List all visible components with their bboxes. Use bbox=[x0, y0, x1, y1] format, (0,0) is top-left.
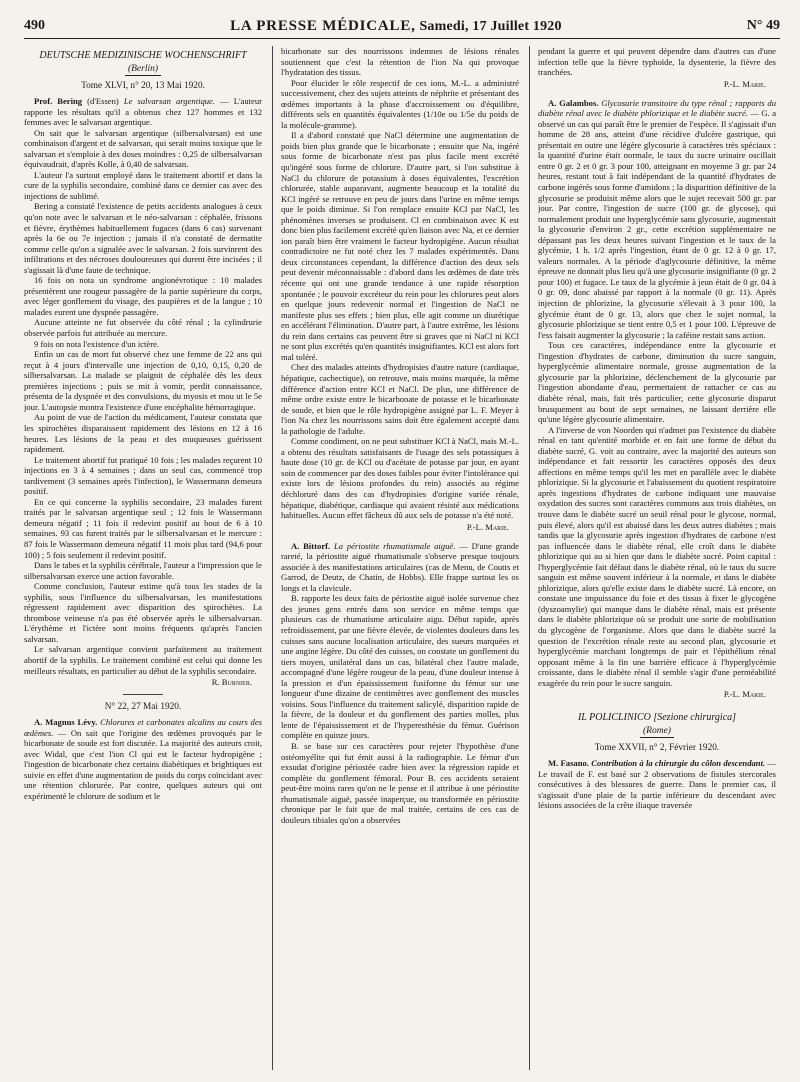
issue-line: Tome XLVI, n° 20, 13 Mai 1920. bbox=[81, 81, 205, 91]
journal-name: IL POLICLINICO bbox=[577, 712, 651, 724]
article-paragraph: Pour élucider le rôle respectif de ces ions, M.-L. a administré successivement, chez des sujets atteints de néphrite et présentant des œdèmes importants à la phase d'accroissement ou d'équilibre, différents sels en quantités équivalentes (1/10e ou 1/5e du poids de la molécule-gramme). bbox=[281, 77, 519, 130]
issue-line: Tome XXVII, n° 2, Février 1920. bbox=[594, 743, 720, 754]
article-signature: P.-L. Marie. bbox=[723, 78, 766, 89]
article-paragraph: Dans le tabes et la syphilis cérébrale, l'auteur a l'impression que le silbersalvarsan exerce une action favorable. bbox=[24, 560, 262, 581]
article-paragraph: Le traitement abortif fut pratiqué 10 fois ; les malades reçurent 10 injections en 3 à 4 semaines ; dans un seul cas, commencé trop tardivement (3 semaines après l'infection), le Wassermann demeura positif. bbox=[24, 454, 262, 497]
article-author: A. Bittorf. bbox=[291, 540, 331, 551]
article-paragraph: Au point de vue de l'action du médicament, l'auteur constata que les spirochètes disparaissent rapidement des lésions en 12 à 16 heures. Les lésions de la peau et des muqueuses guérissent rapidement. bbox=[24, 412, 262, 455]
article-paragraph bbox=[538, 98, 776, 341]
column-rule-1 bbox=[272, 46, 273, 1070]
journal-heading bbox=[538, 712, 776, 724]
journal-city: (Rome) bbox=[538, 725, 776, 738]
article-paragraph: 16 fois on nota un syndrome angionévrotique : 10 malades présentèrent une rougeur passagère de la partie supérieure du corps, avec léger gonflement du visage, des paupières et de la langue ; 10 malades eurent une dyspnée passagère. bbox=[24, 275, 262, 317]
article-signature: P.-L. Marie. bbox=[466, 521, 509, 532]
article-author: Prof. Bering bbox=[34, 96, 83, 106]
page-header bbox=[24, 14, 780, 39]
article-paragraph: A l'inverse de von Noorden qui n'admet pas l'existence du diabète rénal en tant qu'entité morbide et en fait une forme de début du diabète sucré, G. voit au contraire, avec la majorité des auteurs son indépendance et fait ressortir les caractères opposés des deux affections en même temps qu'il les met en parallèle avec le diabète phlorizique. Si la glycosurie et l'abaissement du quotient respiratoire après ingestions d'hydrates de carbone indiquant une mauvaise oxydation des sucres sont caractères communs aux trois diabètes, on trouve dans le diabète sucré un seuil rénal pour le glycose, normal, puis élevé, alors qu'il est abaissé dans les deux autres diabètes ; mais tandis que la glycosurie après ingestion d'hydrates de carbone n'est pas influencée dans le diabète rénal, elle croît dans le diabète phlorizique qui au si bien que dans le diabète sucré. Point capital : l'hyperglycémie fait défaut dans le diabète rénal, où le taux du sucre sanguin est même souvent inférieur à la normale, et dans le diabète phlorizique, alors qu'elle existe dans le diabète sucré. Là encore, on constate une impuissance du foie et des tissus à fixer le glycogène (dyszoamylie) qui manque dans le diabète rénal, mais est présente dans le diabète phlorizique où se produit une sorte de mobilisation du glycogène de l'organisme. Alors que dans le diabète sucré la question de l'excrétion rénale reste au second plan, glycosurie et hyperglycémie marchant longtemps de pair et l'épithélium rénal opposant même à la fin une barrière efficace à l'hyperglycémie croissante, dans le diabète rénal il semble s'agir d'une perméabilité exagérée du rein pour le sucre sanguin. bbox=[538, 424, 776, 688]
page-number: 490 bbox=[24, 18, 45, 33]
article-paragraph: En ce qui concerne la syphilis secondaire, 23 malades furent traités par le salvarsan argentique seul ; 12 fois le Wassermann demeura négatif ; 11 fois il redevint positif au bout de 6 à 10 semaines. 93 cas furent traités par le silbersalvarsan et le mercure : 87 fois le Wassermann demeura négatif 11 mois plus tard (94,6 pour 100) ; 5 fois seulement il redevint positif. bbox=[24, 496, 262, 560]
article-paragraph bbox=[24, 96, 262, 128]
article-paragraph: Il a d'abord constaté que NaCl détermine une augmentation de poids bien plus grande que le bicarbonate ; ensuite que Na, ingéré sous forme de bicarbonate n'est pas plus facile ment excrété qu'ingéré sous forme de chlorure. D'autre part, si l'on substitue à NaCl du chlorure de potassium à doses équivalentes, l'excrétion chlorurée, stable auparavant, augmente beaucoup et la totalité du KCl ingéré se retrouve en peu de jours dans l'urine en même temps que le poids diminue. Si l'on remplace ensuite KCl par NaCl, les phénomènes inverses se produisent. Cl en combinaison avec K est donc bien plus facilement excrété qu'en liaison avec Na, et ce dernier ion paraît bien être vraiment le facteur hydropigène. Aucun résultat contradictoire ne fut noté chez les 7 malades expérimentés. Dans deux circonstances cependant, la différence d'action des deux sels peut devenir méconnaissable : d'abord dans les œdèmes de date très récente qui ont une grande tendance à une rapide résorption spontanée ; le pouvoir excréteur du rein pour les chlorures peut alors en quelque jours redevenir normal et l'ingestion de NaCl ne manifeste plus ses effets ; bien plus, elle agit comme un diurétique en accélérant l'élimination. D'autre part, à l'autre extrême, les lésions du rein dans certains cas peuvent être si graves que ni NaCl ni KCl ne sont plus excrétés qu'en quantités insignifiantes. KCl est alors fort mal toléré. bbox=[281, 130, 519, 362]
article-paragraph: On sait que le salvarsan argentique (silbersalvarsan) est une combinaison d'argent et de salvarsan, qui serait moins toxique que le salvarsan et s'emploie à des doses moindres : 0,25 de silbersalvarsan équivaudrait, d'après Kolle, à 0,40 de salvarsan. bbox=[24, 127, 262, 170]
article-title: Le salvarsan argentique. bbox=[123, 96, 216, 106]
separator bbox=[123, 694, 163, 695]
article-paragraph: Aucune atteinte ne fut observée du côté rénal ; la cylindrurie observée parfois fut attribuée au mercure. bbox=[24, 317, 262, 339]
spacer bbox=[281, 533, 519, 541]
article-text: — D'une grande rareté, la périostite aiguë rhumatismale s'observe presque toujours associée à des manifestations articulaires (cas de Menu, de Coutts et Garrod, de Deutz, de Chatin, de Hobbs). Elle frappe surtout les os longs et la clavicule. bbox=[281, 540, 519, 593]
article-author: A. Galambos. bbox=[548, 97, 599, 108]
article-text: — G. a observé un cas qui paraît être le premier de l'espèce. Il s'agissait d'un homme de 28 ans, atteint d'une récidive d'ulcère gastrique, qui présentait en outre une légère glycosurie à caractères très spéciaux : la quantité d'urine était normale, le taux du sucre urinaire oscillait entre 0 gr. 2 et 0 gr. 3 pour 100, atteignant en moyenne 3 gr. par 24 heures, restant tout à fait indépendant de la quantité d'hydrates de carbone ingérés sous forme d'amidons ; la disparition définitive de la glycosurie se produisit même alors que le sujet recevait 500 gr. par jour. Par contre, l'ingestion de sucre (100 gr. de glycose), qui normalement produit une hyperglycémie sans glycosurie, augmentait la glycosurie d'environ 2 gr., cette excrétion supplémentaire ne dépassant pas les deux heures suivant l'ingestion et le taux de la glycémie, 1 h. 1/2 après l'ingestion, étant de 0 gr. 12 à 0 gr. 17, valeurs normales. A la période d'aglycosurie définitive, la même épreuve ne donnait plus lieu qu'à une glycosurie insignifiante (0 gr. 2 pour 100) et fugace. Le taux de la glycémie à jeun était de 0 gr. 04 à 0 gr. 09, donc abaissé par rapport à la normale (0 gr. 11). Après injection de phlorizine, la glycosurie s'élevait à 3 pour 100, la glycémie étant de 0 gr. 13, alors que chez le sujet normal, la glycosurie phlorizique se tient entre 0,5 et 1 pour 100. L'épreuve de l'ess faisait augmenter la glycosurie ; la caféine restait sans action. bbox=[538, 108, 776, 340]
spacer bbox=[538, 700, 776, 708]
journal-title: LA PRESSE MÉDICALE, bbox=[230, 17, 416, 34]
article-paragraph: pendant la guerre et qui peuvent dépendre dans d'autres cas d'une infection telle que la fièvre typhoïde, la dysenterie, la fièvre des tranchées. bbox=[538, 46, 776, 78]
column-3 bbox=[538, 46, 776, 1070]
article-title: Chlorures et carbonates alcalins au cours des œdèmes. bbox=[24, 717, 262, 738]
column-rule-2 bbox=[529, 46, 530, 1070]
journal-heading: DEUTSCHE MEDIZINISCHE WOCHENSCHRIFT bbox=[39, 50, 247, 61]
issue-line: N° 22, 27 Mai 1920. bbox=[104, 702, 182, 713]
article-paragraph: Bering a constaté l'existence de petits accidents analogues à ceux qu'on note avec le salvarsan et le néo-salvarsan : céphalée, frissons et fièvre, érythèmes habituellement fugaces (dans 6 cas) survenant après la 6e ou 7e injection ; jamais il n'a constaté de dermatite comme celle qu'on a signalée avec le salvarsan. 2 fois survinrent des infiltrations et des nécroses douloureuses qui durent être incisées ; il s'agissait là d'une faute de technique. bbox=[24, 201, 262, 275]
spacer bbox=[538, 90, 776, 98]
article-text: — On sait que l'origine des œdèmes provoqués par le bicarbonate de soude est fort discutée. La majorité des auteurs croit, avec Widal, que c'est l'ion Cl qui est le facteur hydropigène ; l'ingestion de bicarbonate chez certains diabétiques et brightiques est suivie en effet d'une augmentation de poids du corps coïncidant avec une rétention chlorurée. Par contre, quelques auteurs qui ont expérimenté le chlorure de sodium et le bbox=[24, 727, 262, 801]
article-paragraph: Chez des malades atteints d'hydropisies d'autre nature (cardiaque, hépatique, cachectique), on retrouve, mais moins marquée, la même différence d'action entre KCl et NaCl. De plus, une différence de même ordre existe entre le bicarbonate de potasse et le bicarbonate de soude, et bien que le rôle hydropigène assigné par L. F. Meyer à l'ion Na chez les nourrissons sains doit être également accepté dans la pathologie de l'adulte. bbox=[281, 362, 519, 436]
issue-date: Samedi, 17 Juillet 1920 bbox=[419, 18, 562, 34]
article-paragraph: Enfin un cas de mort fut observé chez une femme de 22 ans qui reçut à 4 jours d'intervalle une injection de 0,10, 0,15, 0,20 de silbersalvarsan. La malade se plaignit de céphalée dès les deux premières injections ; puis se mit à vomir, perdit connaissance, présenta de la dyspnée et des convulsions, du myosis et mou ut le 5e jour. L'autopsie montra l'existence d'une encéphalite hémorragique. bbox=[24, 349, 262, 412]
article-paragraph: B. se base sur ces caractères pour rejeter l'hypothèse d'une ostéomyélite qui fut émit aussi à la radiographie. Le fémur d'un exsudat d'origine périostée cadre bien avec la régression rapide et complète du gonflement fémoral. Pour B. ces accidents seraient peut-être moins rares qu'on ne le pense et il attribue à une périostite rhumatismale aiguë, passée inaperçue, ou transformée en périostite chronique par le fait que de mal traitée, certains de ces cas de douleurs tibiales qu'on a observées bbox=[281, 741, 519, 825]
column-2 bbox=[281, 46, 519, 1070]
article-text: — Le travail de F. est basé sur 2 observations de fistules stercorales consécutives à des blessures de guerre. Dans le premier cas, il s'agissait d'une plaie de la partie inférieure du descendant avec lésions associées de la crête iliaque traversée bbox=[538, 758, 776, 811]
column-1 bbox=[24, 46, 262, 1070]
article-paragraph: B. rapporte les deux faits de périostite aiguë isolée survenue chez des jeunes gens entrés dans son service en même temps que plusieurs cas de rhumatisme articulaire aigu. Début rapide, après refroidissement, par une fièvre élevée, de violentes douleurs dans les cuisses sans aucune localisation articulaire, des sueurs marquées et une angine légère. Du côté des cuisses, on constate un gonflement du tiers moyen, unilatéral dans un cas, bilatéral chez l'autre malade, accompagné d'une légère rougeur de la peau, d'une douleur intense à la pression et d'un épaississement fusiforme du fémur sur une longueur d'une dizaine de centimètres avec gonflement des muscles voisins. Sous l'influence du traitement salicylé, disparition rapide de la fièvre, de la douleur et du gonflement des parties molles, plus lente de l'épaississement et de l'hyperesthésie du fémur. Guérison complète en quinze jours. bbox=[281, 593, 519, 741]
article-paragraph: Comme conclusion, l'auteur estime qu'à tous les stades de la syphilis, sous l'influence du silbersalvarsan, les manifestations régressent rapidement avec disparition des spirochètes. La thrombose veineuse n'a pas été observée après le silbersalvarsan. L'érythème et l'ictère sont moins fréquents qu'après l'ancien salvarsan. bbox=[24, 581, 262, 644]
article-paragraph: 9 fois on nota l'existence d'un ictère. bbox=[34, 338, 160, 349]
article-paragraph: Le salvarsan argentique convient parfaitement au traitement abortif de la syphilis. Le traitement combiné est celui qui donne les meilleurs résultats, en particulier au début de la syphilis secondaire. bbox=[24, 644, 262, 676]
issue-number: N° 49 bbox=[746, 18, 780, 33]
article-paragraph: bicarbonate sur des nourrissons indemnes de lésions rénales soutiennent que c'est la rétention de l'ion Na qui provoque l'hydratation des tissus. bbox=[281, 46, 519, 78]
article-paragraph: L'auteur l'a surtout employé dans le traitement abortif et dans la cure de la syphilis secondaire, combiné dans ce dernier cas avec des injections de sublimé. bbox=[24, 169, 262, 201]
article-paragraph: Comme condiment, on ne peut substituer KCl à NaCl, mais M.-L. a obtenu des résultats satisfaisants de l'usage des sels potassiques à haute dose (10 gr. de KCl ou d'acétate de potasse par jour, en ayant soin de commencer par des doses faibles pour éviter l'intolérance qui existe lors de lésions profondes du rein) associés au régime déchloruré dans des cas d'hydropisies d'origine variée rénale, hépatique, diabétique, cardiaque qui avaient résisté aux médications habituelles. Aucun effet fâcheux dû aux sels de potasse n'a été noté. bbox=[281, 436, 519, 521]
article-author: A. Magnus Lévy. bbox=[34, 717, 98, 728]
article-signature: P.-L. Marie. bbox=[723, 689, 766, 700]
running-title bbox=[230, 18, 562, 35]
article-paragraph: Tous ces caractères, indépendance entre la glycosurie et l'ingestion d'hydrates de carbone, diminution du sucre sanguin, hyperglycémie alimentaire normale, grosse augmentation de la glycosurie par la phlorizine, déclenchement de la glycosurie par l'ingestion abondante d'eau, permettaient de rattacher ce cas au diabète rénal, mais, fait très particulier, cette glycosurie disparut brusquement au bout de sept semaines, ne laissant derrière elle qu'une légère glycosurie alimentaire. bbox=[538, 340, 776, 425]
journal-city: (Berlin) bbox=[24, 63, 262, 76]
article-signature: R. Burnier. bbox=[211, 677, 252, 688]
article-paragraph bbox=[24, 717, 262, 801]
article-title: La périostite rhumatismale aiguë. bbox=[333, 540, 456, 551]
article-title: Glycosurie transitoire du type rénal ; rapports du diabète rénal avec le diabète phlorizique et le diabète sucré. bbox=[538, 97, 776, 119]
article-paragraph bbox=[538, 758, 776, 811]
article-paragraph bbox=[281, 541, 519, 594]
article-author: M. Fasano. bbox=[548, 758, 589, 769]
page bbox=[24, 14, 780, 1072]
article-text: — L'auteur rapporte les résultats qu'il a obtenus chez 127 hommes et 132 femmes avec le salvarsan argentique. bbox=[24, 96, 262, 128]
author-city: (d'Essen) bbox=[87, 96, 119, 106]
journal-section: [Sezione chirurgica] bbox=[653, 712, 737, 724]
article-title: Contribution à la chirurgie du côlon descendant. bbox=[591, 758, 766, 769]
